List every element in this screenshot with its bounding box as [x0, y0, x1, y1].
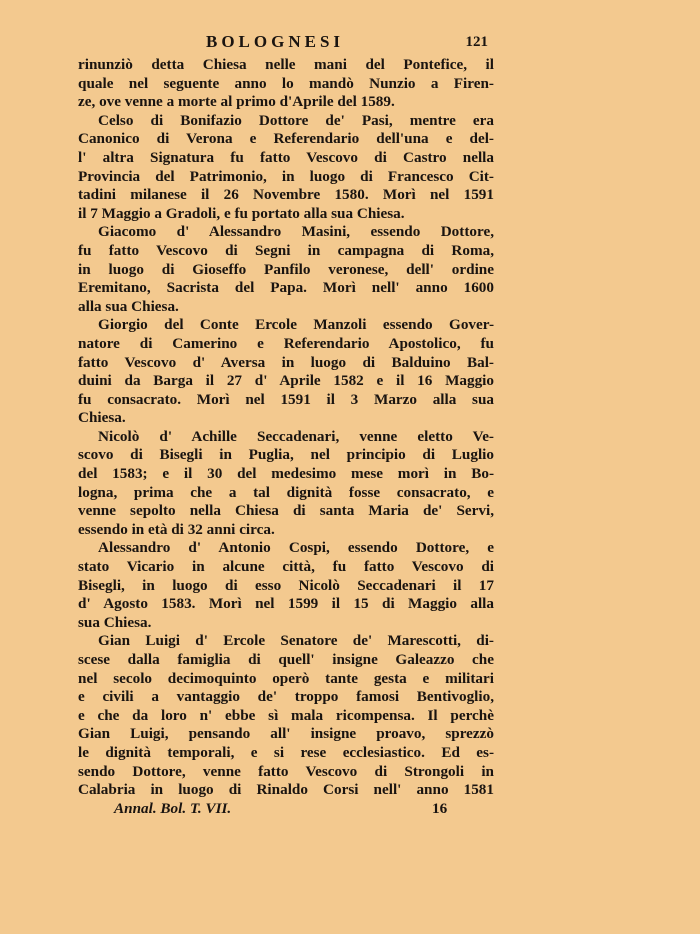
text-line: stato Vicario in alcune città, fu fatto Vescovo di [78, 558, 494, 576]
text-line: del 1583; e il 30 del medesimo mese morì in Bo- [78, 465, 494, 483]
text-line: Alessandro d' Antonio Cospi, essendo Dottore, e [98, 539, 494, 557]
text-line: l' altra Signatura fu fatto Vescovo di Castro nella [78, 148, 494, 166]
text-line: Calabria in luogo di Rinaldo Corsi nell' anno 1581 [78, 781, 494, 799]
text-line: Celso di Bonifazio Dottore de' Pasi, mentre era [98, 111, 494, 129]
page-number: 121 [465, 34, 488, 50]
text-line: Eremitano, Sacrista del Papa. Morì nell' anno 1600 [78, 279, 494, 297]
text-line: e che da loro n' ebbe sì mala ricompensa. Il perchè [78, 706, 494, 724]
text-line: fu consacrato. Morì nel 1591 il 3 Marzo alla sua [78, 390, 494, 408]
text-line: nel secolo decimoquinto operò tante gesta e militari [78, 669, 494, 687]
text-line: Gian Luigi d' Ercole Senatore de' Marescotti, di- [98, 632, 494, 650]
text-line: venne sepolto nella Chiesa di santa Maria de' Servi, [78, 502, 494, 520]
book-page [78, 28, 494, 820]
text-line: Giorgio del Conte Ercole Manzoli essendo Gover- [98, 316, 494, 334]
text-line: Giacomo d' Alessandro Masini, essendo Dottore, [98, 223, 494, 241]
text-line: le dignità temporali, e si rese ecclesiastico. Ed es- [78, 743, 494, 761]
text-line: Nicolò d' Achille Seccadenari, venne eletto Ve- [98, 427, 494, 445]
text-line: il 7 Maggio a Gradoli, e fu portato alla sua Chiesa. [78, 204, 405, 222]
text-line: Provincia del Patrimonio, in luogo di Francesco Cit- [78, 167, 494, 185]
gathering-number: 16 [432, 799, 448, 817]
text-line: alla sua Chiesa. [78, 297, 179, 315]
text-line: scovo di Bisegli in Puglia, nel principio di Luglio [78, 446, 494, 464]
text-line: natore di Camerino e Referendario Apostolico, fu [78, 334, 494, 352]
text-line: e civili a vantaggio de' troppo famosi Bentivoglio, [78, 688, 494, 706]
text-line: fu fatto Vescovo di Segni in campagna di Roma, [78, 241, 494, 259]
text-line: essendo in età di 32 anni circa. [78, 520, 275, 538]
text-line: in luogo di Gioseffo Panfilo veronese, dell' ordine [78, 260, 494, 278]
page-footer [78, 800, 494, 820]
text-line: ze, ove venne a morte al primo d'Aprile del 1589. [78, 93, 395, 111]
signature-mark: Annal. Bol. T. VII. [114, 799, 232, 817]
text-line: Chiesa. [78, 409, 126, 427]
text-line: logna, prima che a tal dignità fosse consacrato, e [78, 483, 494, 501]
page-header [78, 28, 494, 56]
text-line: scese dalla famiglia di quell' insigne Galeazzo che [78, 651, 494, 668]
text-line: sendo Dottore, venne fatto Vescovo di Strongoli in [78, 762, 494, 780]
body-text [78, 56, 494, 800]
text-line: fatto Vescovo d' Aversa in luogo di Balduino Bal- [78, 353, 494, 371]
text-line: tadini milanese il 26 Novembre 1580. Morì nel 1591 [78, 186, 494, 204]
text-line: d' Agosto 1583. Morì nel 1599 il 15 di Maggio alla [78, 595, 494, 613]
text-line: Gian Luigi, pensando all' insigne proavo, sprezzò [78, 725, 494, 743]
text-line: quale nel seguente anno lo mandò Nunzio a Firen- [78, 74, 494, 92]
text-line: sua Chiesa. [78, 613, 152, 631]
text-line: Canonico di Verona e Referendario dell'una e del- [78, 130, 494, 148]
text-line: duini da Barga il 27 d' Aprile 1582 e il 16 Maggio [78, 372, 494, 390]
text-line: rinunziò detta Chiesa nelle mani del Pontefice, il [78, 56, 494, 73]
text-line: Bisegli, in luogo di esso Nicolò Seccadenari il 17 [78, 576, 494, 594]
running-title: BOLOGNESI [206, 32, 345, 51]
